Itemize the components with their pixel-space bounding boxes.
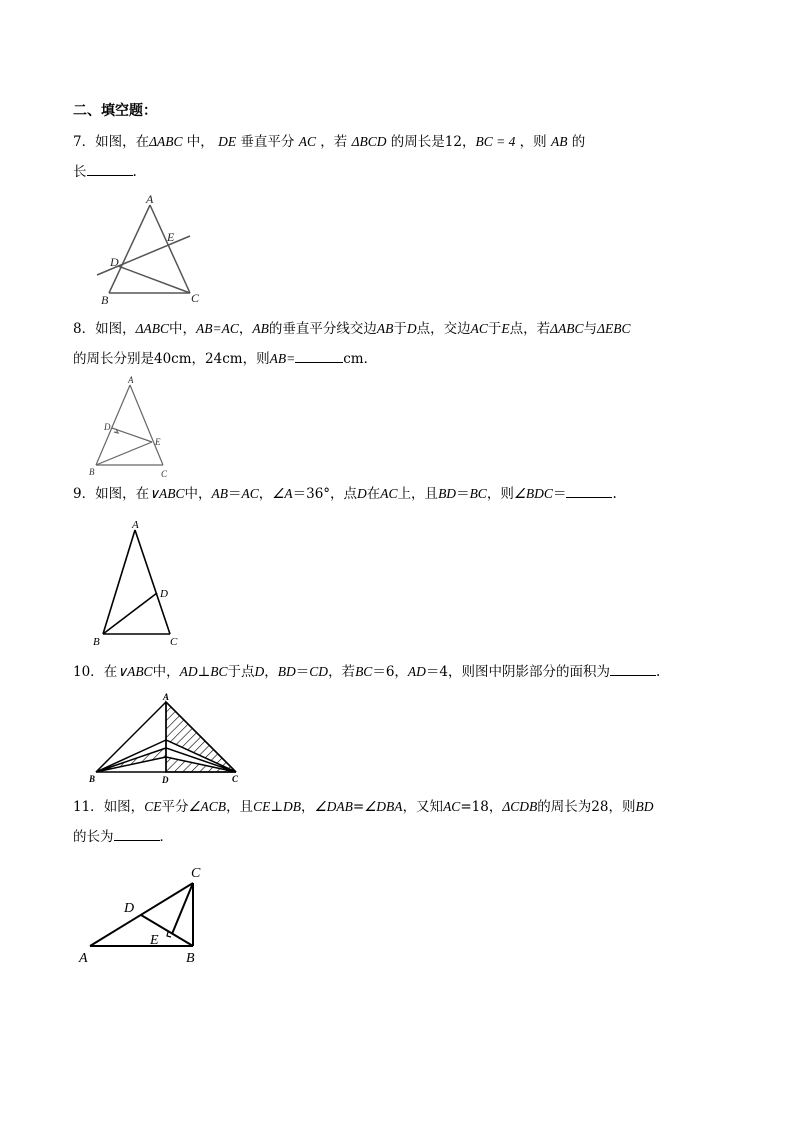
figure-q10 bbox=[86, 690, 246, 785]
question-11-line-2: 的长为 ． bbox=[73, 822, 173, 852]
question-8-line-2: 的周长分别是40cm，24cm，则AB= cm． bbox=[73, 344, 377, 374]
figure-q9 bbox=[90, 518, 190, 650]
label-b: B bbox=[93, 636, 100, 648]
question-11-line-1: 11．如图，CE平分∠ACB，且CE⊥DB，∠DAB=∠DBA，又知AC=18，ΔCDB的周长为28，则BD bbox=[73, 799, 654, 815]
figure-q8 bbox=[88, 373, 178, 483]
label-a: A bbox=[132, 519, 139, 531]
answer-blank[interactable] bbox=[295, 348, 343, 363]
label-c: C bbox=[232, 774, 239, 784]
label-e: E bbox=[150, 933, 159, 948]
question-9-line-1: 9．如图，在∨ABC中，AB＝AC，∠A＝36°，点D在AC上，且BD＝BC，则∠BDC＝ . bbox=[73, 479, 617, 509]
label-c: C bbox=[161, 469, 168, 479]
figure-q11 bbox=[75, 862, 215, 970]
answer-blank[interactable] bbox=[87, 161, 133, 176]
label-c: C bbox=[170, 636, 178, 648]
label-d: D bbox=[160, 588, 168, 600]
question-7-line-1: 7．如图，在ΔABC 中， DE 垂直平分 AC ，若 ΔBCD 的周长是12，BC = 4 ，则 AB 的 bbox=[73, 134, 586, 150]
label-a: A bbox=[128, 375, 134, 385]
answer-blank[interactable] bbox=[610, 661, 656, 676]
label-b: B bbox=[89, 774, 96, 784]
label-e: E bbox=[155, 437, 161, 447]
label-a: A bbox=[146, 192, 154, 206]
label-b: B bbox=[101, 293, 109, 307]
question-10-line-1: 10．在∨ABC中，AD⊥BC于点D，BD＝CD，若BC＝6，AD＝4，则图中阴影部分的面积为 . bbox=[73, 657, 660, 687]
answer-blank[interactable] bbox=[114, 826, 160, 841]
label-c: C bbox=[191, 866, 201, 881]
label-b: B bbox=[89, 467, 95, 477]
section-title: 二、填空题： bbox=[73, 103, 157, 119]
label-e: E bbox=[167, 230, 175, 244]
label-c: C bbox=[191, 291, 200, 305]
question-7-line-2: 长 . bbox=[73, 157, 137, 187]
label-a: A bbox=[79, 951, 88, 966]
label-d: D bbox=[162, 775, 169, 785]
label-b: B bbox=[186, 951, 195, 966]
question-8-line-1: 8．如图，ΔABC中，AB=AC，AB的垂直平分线交边AB于D点，交边AC于E点，若ΔABC与ΔEBC bbox=[73, 321, 631, 337]
label-d: D bbox=[124, 901, 135, 916]
answer-blank[interactable] bbox=[566, 483, 612, 498]
label-d: D bbox=[104, 422, 111, 432]
label-a: A bbox=[163, 692, 170, 702]
figure-q7 bbox=[95, 192, 215, 307]
label-d: D bbox=[110, 255, 119, 269]
